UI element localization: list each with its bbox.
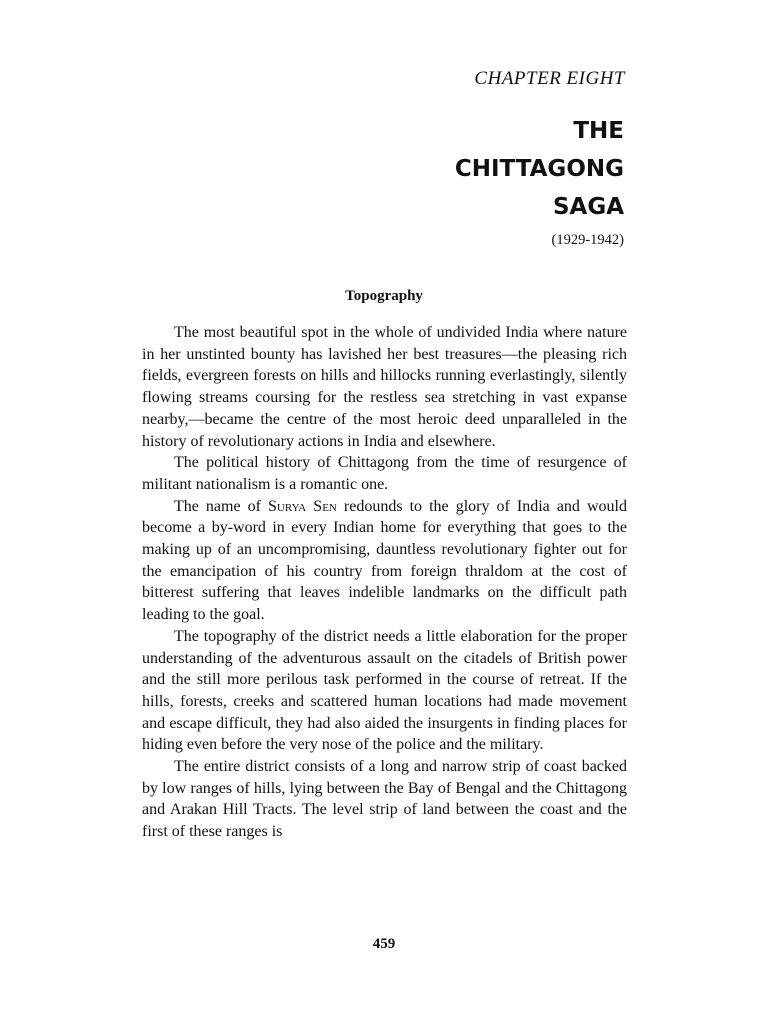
paragraph-text: The name of bbox=[174, 497, 268, 515]
chapter-title-line: SAGA bbox=[552, 194, 624, 220]
paragraph: The entire district consists of a long and narrow strip of coast backed by low ranges of hills, lying between the Bay of Bengal and the Chittagong and Arakan Hill Tracts. The level strip of land between the coast and the first of these ranges is bbox=[142, 758, 627, 841]
chapter-title-line: THE bbox=[573, 118, 624, 144]
chapter-title bbox=[455, 112, 624, 226]
paragraph: The topography of the district needs a little elaboration for the proper understanding of the adventurous assault on the citadels of British power and the still more perilous task performed in the course of retreat. If the hills, forests, creeks and scattered human locations had made movement and escape difficult, they had also aided the insurgents in finding places for hiding even before the very nose of the police and the military. bbox=[142, 627, 627, 754]
date-range: (1929-1942) bbox=[551, 232, 624, 248]
paragraph: The political history of Chittagong from the time of resurgence of militant nationalism is a romantic one. bbox=[142, 454, 627, 493]
person-name: Surya Sen bbox=[268, 497, 337, 515]
page-number: 459 bbox=[372, 936, 396, 952]
chapter-title-line: CHITTAGONG bbox=[454, 156, 624, 182]
paragraph bbox=[142, 496, 627, 626]
section-heading: Topography bbox=[345, 288, 423, 304]
paragraph-text: redounds to the glory of India and would become a by-word in every Indian home for everything that goes to the making up of an uncompromising, dauntless revolutionary fighter out for the emancipation of his country from foreign thraldom at the cost of bitterest suffering that leaves indelible landmarks on the difficult path leading to the goal. bbox=[142, 497, 627, 624]
body-text bbox=[142, 322, 627, 843]
chapter-label: CHAPTER EIGHT bbox=[474, 68, 625, 89]
paragraph: The most beautiful spot in the whole of undivided India where nature in her unstinted bounty has lavished her best treasures—the pleasing rich fields, evergreen forests on hills and hillocks running everlastingly, silently flowing streams coursing for the restless sea stretching in vast expanse nearby,—became the centre of the most heroic deed unparalleled in the history of revolutionary actions in India and elsewhere. bbox=[142, 324, 627, 450]
